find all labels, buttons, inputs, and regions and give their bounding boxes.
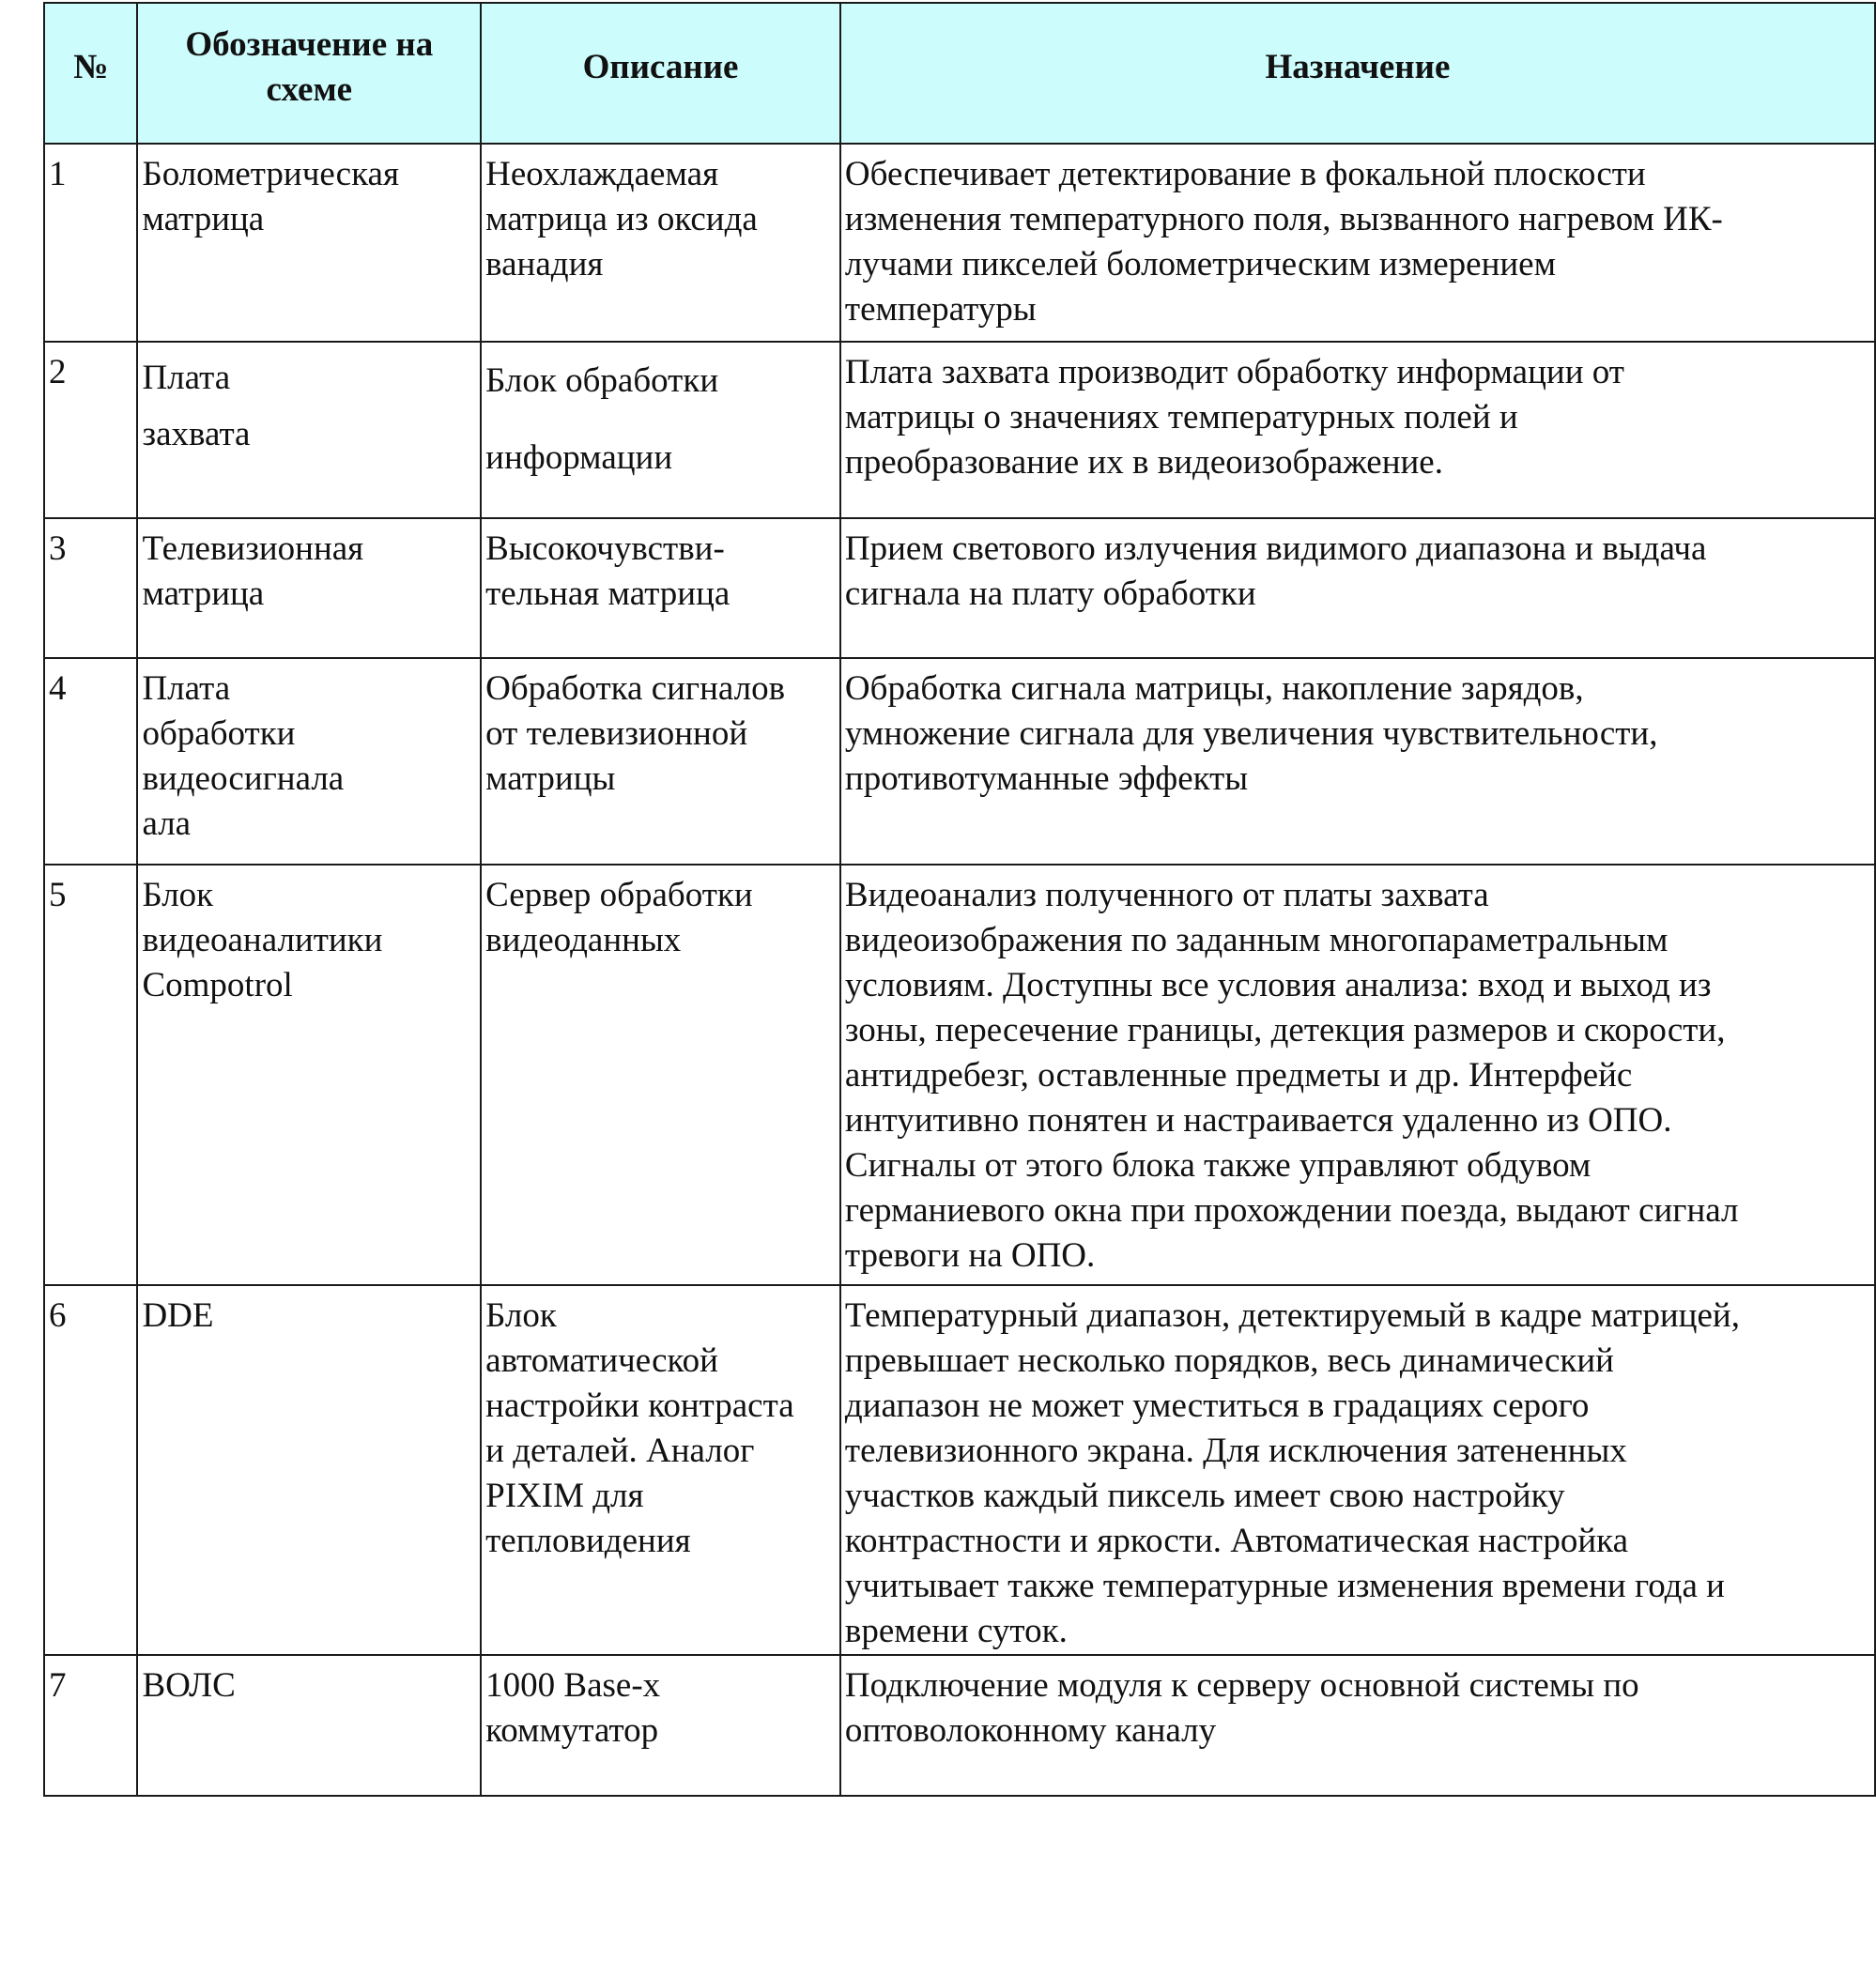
row-num: 3 bbox=[44, 518, 137, 658]
row-num: 2 bbox=[44, 342, 137, 518]
row-description: 1000 Base-x коммутатор bbox=[481, 1655, 840, 1796]
table-row bbox=[44, 1285, 1875, 1655]
row-purpose: Температурный диапазон, детектируемый в кадре матрицей, превышает несколько порядков, весь динамический диапазон не может уместиться в градациях серого телевизионного экрана. Для исключения затененных участков каждый пиксель имеет свою настройку контрастности и яркости. Автоматическая настройка учитывает также температурные изменения времени года и времени суток. bbox=[840, 1285, 1875, 1655]
table-row bbox=[44, 144, 1875, 342]
row-designation: ВОЛС bbox=[137, 1655, 481, 1796]
row-description: Сервер обработки видеоданных bbox=[481, 865, 840, 1285]
header-num: № bbox=[44, 3, 137, 144]
table-row bbox=[44, 865, 1875, 1285]
row-designation: Болометрическая матрица bbox=[137, 144, 481, 342]
header-designation: Обозначение на схеме bbox=[137, 3, 481, 144]
row-num: 6 bbox=[44, 1285, 137, 1655]
row-description: Высокочувстви- тельная матрица bbox=[481, 518, 840, 658]
spec-table bbox=[43, 2, 1876, 1797]
row-purpose: Прием светового излучения видимого диапазона и выдача сигнала на плату обработки bbox=[840, 518, 1875, 658]
row-description: Обработка сигналов от телевизионной матрицы bbox=[481, 658, 840, 865]
row-designation: Телевизионная матрица bbox=[137, 518, 481, 658]
row-purpose: Обработка сигнала матрицы, накопление зарядов, умножение сигнала для увеличения чувствительности, противотуманные эффекты bbox=[840, 658, 1875, 865]
row-num: 7 bbox=[44, 1655, 137, 1796]
table-row bbox=[44, 658, 1875, 865]
row-description: Блок обработки информации bbox=[481, 342, 840, 518]
header-purpose: Назначение bbox=[840, 3, 1875, 144]
row-num: 5 bbox=[44, 865, 137, 1285]
table-row bbox=[44, 518, 1875, 658]
row-designation: DDE bbox=[137, 1285, 481, 1655]
row-num: 4 bbox=[44, 658, 137, 865]
table-row bbox=[44, 1655, 1875, 1796]
table-row bbox=[44, 342, 1875, 518]
row-purpose: Обеспечивает детектирование в фокальной плоскости изменения температурного поля, вызванного нагревом ИК- лучами пикселей болометрическим измерением температуры bbox=[840, 144, 1875, 342]
row-purpose: Подключение модуля к серверу основной системы по оптоволоконному каналу bbox=[840, 1655, 1875, 1796]
row-designation: Плата захвата bbox=[137, 342, 481, 518]
header-description: Описание bbox=[481, 3, 840, 144]
row-description: Неохлаждаемая матрица из оксида ванадия bbox=[481, 144, 840, 342]
row-num: 1 bbox=[44, 144, 137, 342]
header-row bbox=[44, 3, 1875, 144]
row-designation: Плата обработки видеосигнала ала bbox=[137, 658, 481, 865]
row-description: Блок автоматической настройки контраста и деталей. Аналог PIXIM для тепловидения bbox=[481, 1285, 840, 1655]
row-designation: Блок видеоаналитики Compotrol bbox=[137, 865, 481, 1285]
row-purpose: Видеоанализ полученного от платы захвата видеоизображения по заданным многопараметральным условиям. Доступны все условия анализа: вход и выход из зоны, пересечение границы, детекция размеров и скорости, антидребезг, оставленные предметы и др. Интерфейс интуитивно понятен и настраивается удаленно из ОПО. Сигналы от этого блока также управляют обдувом германиевого окна при прохождении поезда, выдают сигнал тревоги на ОПО. bbox=[840, 865, 1875, 1285]
row-purpose: Плата захвата производит обработку информации от матрицы о значениях температурных полей и преобразование их в видеоизображение. bbox=[840, 342, 1875, 518]
